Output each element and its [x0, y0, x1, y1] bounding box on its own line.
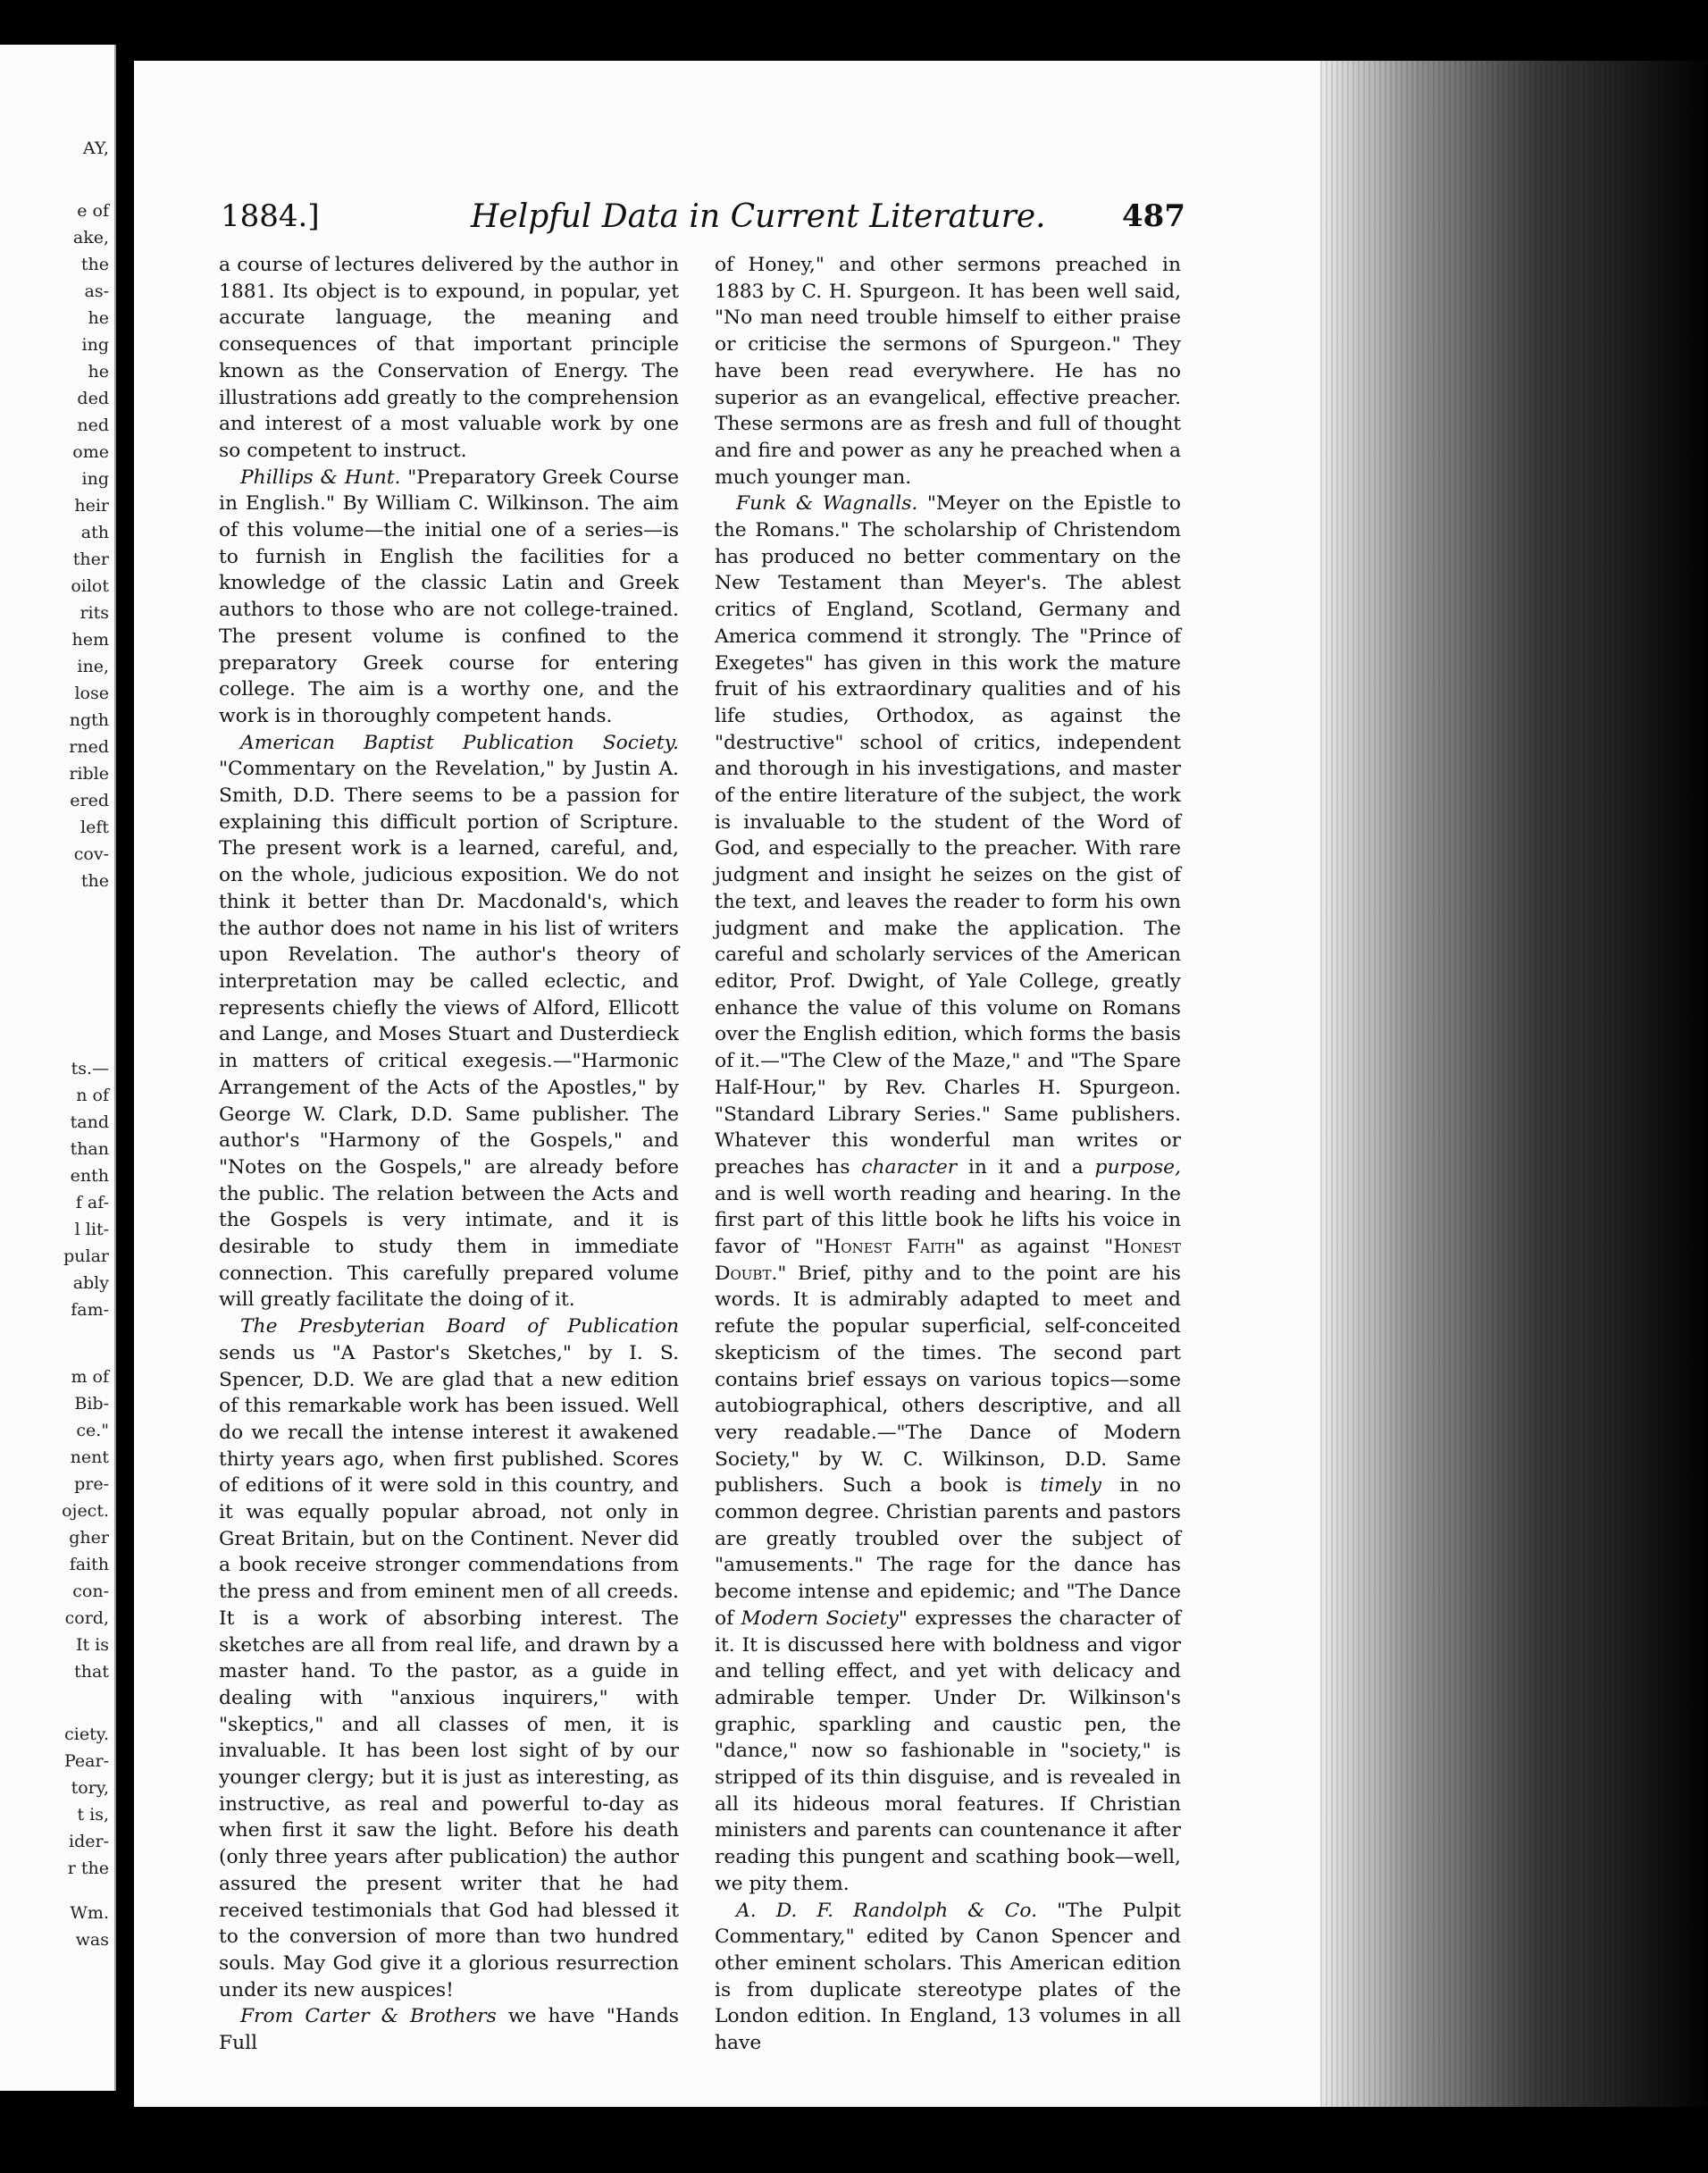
facing-page-fragment: m of — [71, 1367, 109, 1387]
right-column — [715, 252, 1181, 2057]
facing-page-fragment: as- — [84, 281, 109, 301]
facing-page-fragment: ded — [77, 389, 109, 408]
facing-page-fragment: fam- — [71, 1300, 109, 1320]
facing-page-fragment: ned — [77, 415, 109, 435]
facing-page-fragment: heir — [74, 496, 109, 516]
facing-page-fragment: was — [75, 1930, 109, 1950]
facing-page-fragment: r the — [67, 1858, 109, 1878]
paragraph: A. D. F. Randolph & Co. "The Pulpit Commentary," edited by Canon Spencer and other eminent scholars. This American edition is from duplicate stereotype plates of the London edition. In England, 13 volumes in all have — [715, 1899, 1182, 2055]
facing-page-fragment: cov- — [73, 844, 109, 864]
facing-page-fragment: nent — [70, 1447, 109, 1467]
paragraph: American Baptist Publication Society. "Commentary on the Revelation," by Justin A. Smith, D.D. There seems to be a passion for explaining this difficult portion of Scripture. The present work is a learned, careful, and, on the whole, judicious exposition. We do not think it better than Dr. Macdonald's, which the author does not name in his list of writers upon Revelation. The author's theory of interpretation may be called eclectic, and represents chiefly the views of Alford, Ellicott and Lange, and Moses Stuart and Dusterdieck in matters of critical exegesis.—"Harmonic Arrangement of the Acts of the Apostles," by George W. Clark, D.D. Same publisher. The author's "Harmony of the Gospels," and "Notes on the Gospels," are already before the public. The relation between the Acts and the Gospels is very intimate, and it is desirable to study them in immediate connection. This carefully prepared volume will greatly facilitate the doing of it. — [219, 731, 679, 1312]
facing-page-fragment: lose — [74, 684, 109, 703]
facing-page-fragment: AY, — [82, 138, 109, 158]
facing-page-fragment: ther — [72, 550, 109, 569]
publisher-name: Funk & Wagnalls. — [736, 492, 918, 516]
facing-page-fragment: rible — [69, 764, 109, 784]
facing-page-fragment: ing — [81, 335, 109, 355]
facing-page-fragment: e of — [77, 201, 109, 221]
facing-page-fragment: oilot — [71, 576, 109, 596]
facing-page-fragment: ine, — [77, 657, 109, 676]
facing-page-fragment: pre- — [74, 1474, 109, 1494]
facing-page-fragment: rits — [80, 603, 109, 623]
facing-page-fragment: enth — [70, 1166, 109, 1186]
header-year: 1884.] — [221, 198, 320, 234]
facing-page-fragment: faith — [69, 1555, 109, 1574]
facing-page-fragment: ome — [72, 442, 109, 462]
paragraph: From Carter & Brothers we have "Hands Full — [219, 2005, 679, 2055]
page-number: 487 — [1122, 198, 1185, 234]
left-page-edge — [0, 45, 116, 2091]
publisher-name: American Baptist Publication Society. — [240, 731, 679, 754]
publisher-name: The Presbyterian Board of Publication — [240, 1315, 679, 1338]
facing-page-fragment: tand — [70, 1112, 109, 1132]
facing-page-fragment: pular — [63, 1246, 109, 1266]
paragraph: Funk & Wagnalls. "Meyer on the Epistle to the Romans." The scholarship of Christendom has produced no better commentary on the New Testament than Meyer's. The ablest critics of England, Scotland, Germany and America commend it strongly. The "Prince of Exegetes" has given in this work the mature fruit of his extraordinary qualities and of his life studies, Orthodox, as against the "destructive" school of critics, independent and thorough in his investigations, and master of the entire literature of the subject, the work is invaluable to the student of the Word of God, and especially to the preacher. With rare judgment and insight he seizes on the gist of the text, and leaves the reader to form his own judgment and make the application. The careful and scholarly services of the American editor, Prof. Dwight, of Yale College, greatly enhance the value of this volume on Romans over the English edition, which forms the basis of it.—"The Clew of the Maze," and "The Spare Half-Hour," by Rev. Charles H. Spurgeon. "Standard Library Series." Same publishers. Whatever this wonderful man writes or preaches has character in it and a purpose, and is well worth reading and hearing. In the first part of this little book he lifts his voice in favor of "Honest Faith" as against "Honest Doubt." Brief, pithy and to the point are his words. It is admirably adapted to meet and refute the popular superficial, self-conceited skepticism of the times. The second part contains brief essays on various topics—some autobiographical, others descriptive, and all very readable.—"The Dance of Modern Society," by W. C. Wilkinson, D.D. Same publishers. Such a book is timely in no common degree. Christian parents and pastors are greatly troubled over the subject of "amusements." The rage for the dance has become intense and epidemic; and "The Dance of Modern Society" expresses the character of it. It is discussed here with boldness and vigor and telling effect, and yet with delicacy and admirable temper. Under Dr. Wilkinson's graphic, sparkling and caustic pen, the "dance," now so fashionable in "society," is stripped of its thin disguise, and is revealed in all its hideous moral features. If Christian ministers and parents can countenance it after reading this pungent and scathing book—well, we pity them. — [715, 492, 1182, 1895]
publisher-name: Phillips & Hunt. — [240, 466, 401, 489]
facing-page-fragment: cord, — [64, 1608, 109, 1628]
facing-page-fragment: f af- — [75, 1193, 109, 1212]
facing-page-fragment: con- — [72, 1582, 109, 1601]
facing-page-fragment: the — [80, 871, 109, 891]
facing-page-fragment: l lit- — [74, 1220, 109, 1239]
facing-page-fragment: than — [70, 1139, 109, 1159]
publisher-name: A. D. F. Randolph & Co. — [736, 1899, 1037, 1922]
facing-page-fragment: ce." — [76, 1421, 109, 1440]
facing-page-fragment: oject. — [62, 1501, 109, 1521]
paragraph: The Presbyterian Board of Publication sends us "A Pastor's Sketches," by I. S. Spencer, D.D. We are glad that a new edition of this remarkable work has been issued. Well do we recall the intense interest it awakened thirty years ago, when first published. Scores of editions of it were sold in this country, and it was equally popular abroad, not only in Great Britain, but on the Continent. Never did a book receive stronger commendations from the press and from eminent men of all creeds. It is a work of absorbing interest. The sketches are all from real life, and drawn by a master hand. To the pastor, as a guide in dealing with "anxious inquirers," with "skeptics," and all classes of men, it is invaluable. It has been lost sight of by our younger clergy; but it is just as interesting, as instructive, as real and powerful to-day as when first it saw the light. Before his death (only three years after publication) the author assured the present writer that he had received testimonials that God had blessed it to the conversion of more than two hundred souls. May God give it a glorious resurrection under its new auspices! — [219, 1315, 679, 2001]
facing-page-fragment: ciety. — [64, 1724, 109, 1744]
facing-page-fragment: ably — [72, 1273, 109, 1293]
facing-page-fragment: ts.— — [71, 1059, 109, 1078]
facing-page-fragment: Wm. — [70, 1903, 109, 1923]
facing-page-fragment: left — [80, 818, 109, 837]
running-header — [221, 197, 1185, 241]
book-page-edges — [1320, 61, 1708, 2107]
facing-page-fragment: hem — [71, 630, 109, 650]
facing-page-fragment: the — [80, 255, 109, 274]
facing-page-fragment: he — [88, 308, 109, 328]
facing-page-fragment: ath — [80, 523, 109, 542]
facing-page-fragment: ake, — [72, 228, 109, 248]
facing-page-fragment: rned — [69, 737, 109, 757]
facing-page-fragment: t is, — [77, 1805, 109, 1825]
facing-page-fragment: ider- — [69, 1832, 109, 1851]
facing-page-fragment: Pear- — [63, 1751, 109, 1771]
paragraph: Phillips & Hunt. "Preparatory Greek Course in English." By William C. Wilkinson. The aim of this volume—the initial one of a series—is to furnish in English the facilities for a knowledge of the classic Latin and Greek authors to those who are not college-trained. The present volume is confined to the preparatory Greek course for entering college. The aim is a worthy one, and the work is in thoroughly competent hands. — [219, 466, 679, 727]
facing-page-fragment: It is — [75, 1635, 109, 1655]
header-title: Helpful Data in Current Literature. — [471, 198, 1046, 235]
facing-page-fragment: n of — [76, 1086, 109, 1105]
publisher-name: Carter & Brothers — [305, 2005, 497, 2028]
facing-page-fragment: ngth — [69, 710, 109, 730]
left-column — [219, 252, 679, 2057]
paragraph: a course of lectures delivered by the author in 1881. Its object is to expound, in popular, yet accurate language, the meaning and consequences of that important principle known as the Conservation of Energy. The illustrations add greatly to the comprehension and interest of a most valuable work by one so competent to instruct. — [219, 254, 679, 462]
facing-page-fragment: gher — [69, 1528, 109, 1548]
facing-page-fragment: ing — [81, 469, 109, 489]
facing-page-fragment: tory, — [71, 1778, 109, 1798]
facing-page-fragment: Bib- — [74, 1394, 109, 1414]
facing-page-fragment: that — [74, 1662, 109, 1682]
facing-page-fragment: ered — [70, 791, 109, 810]
facing-page-fragment: he — [88, 362, 109, 382]
paragraph: of Honey," and other sermons preached in 1883 by C. H. Spurgeon. It has been well said, "No man need trouble himself to either praise or criticise the sermons of Spurgeon." They have been read everywhere. He has no superior as an evangelical, effective preacher. These sermons are as fresh and full of thought and fire and power as any he preached when a much younger man. — [715, 254, 1181, 489]
